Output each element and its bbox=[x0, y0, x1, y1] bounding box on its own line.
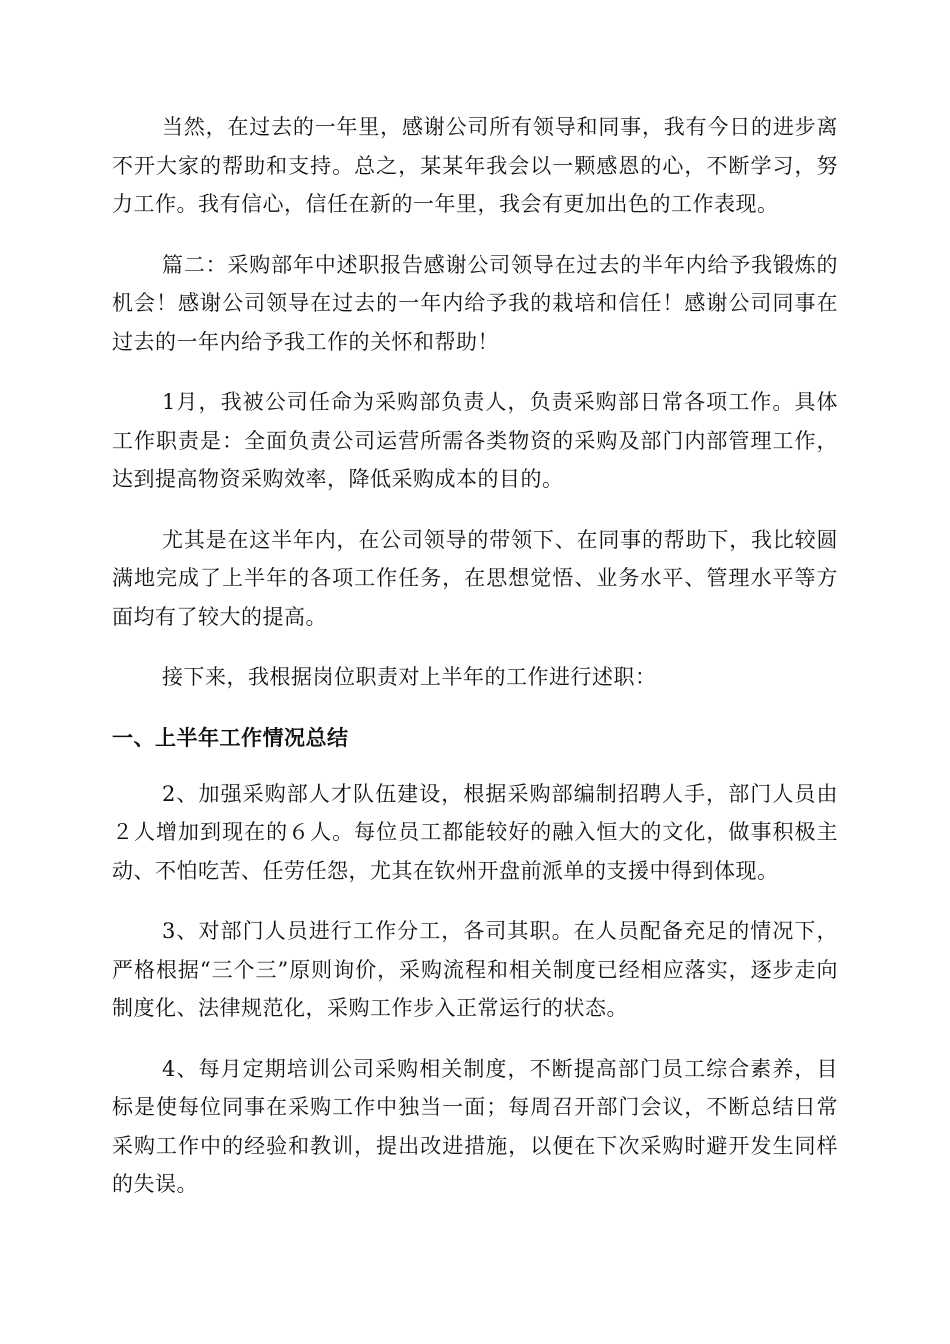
paragraph-article-two-intro: 篇二：采购部年中述职报告感谢公司领导在过去的半年内给予我锻炼的机会！感谢公司领导在过去的一年内给予我的栽培和信任！感谢公司同事在过去的一年内给予我工作的关怀和帮助！ bbox=[112, 252, 838, 354]
paragraph-report-intro: 接下来，我根据岗位职责对上半年的工作进行述职： bbox=[162, 665, 657, 689]
paragraph-item-4: 4、每月定期培训公司采购相关制度，不断提高部门员工综合素养，目标是使每位同事在采购工作中独当一面；每周召开部门会议，不断总结日常采购工作中的经验和教训，提出改进措施，以便在下次采购时避开发生同样的失误。 bbox=[112, 1056, 838, 1196]
document-page bbox=[112, 108, 838, 1226]
paragraph-half-year-achievements: 尤其是在这半年内，在公司领导的带领下、在同事的帮助下，我比较圆满地完成了上半年的各项工作任务，在思想觉悟、业务水平、管理水平等方面均有了较大的提高。 bbox=[112, 527, 838, 629]
paragraph-item-2: 2、加强采购部人才队伍建设，根据采购部编制招聘人手，部门人员由２人增加到现在的６人。每位员工都能较好的融入恒大的文化，做事积极主动、不怕吃苦、任劳任怨，尤其在钦州开盘前派单的支援中得到体现。 bbox=[112, 781, 838, 883]
section-heading: 一、上半年工作情况总结 bbox=[112, 725, 349, 750]
paragraph-item-3: 3、对部门人员进行工作分工，各司其职。在人员配备充足的情况下，严格根据“三个三”原则询价，采购流程和相关制度已经相应落实，逐步走向制度化、法律规范化，采购工作步入正常运行的状态。 bbox=[112, 919, 838, 1020]
paragraph-appointment: 1月，我被公司任命为采购部负责人，负责采购部日常各项工作。具体工作职责是：全面负责公司运营所需各类物资的采购及部门内部管理工作，达到提高物资采购效率，降低采购成本的目的。 bbox=[112, 390, 838, 491]
paragraph-gratitude: 当然，在过去的一年里，感谢公司所有领导和同事，我有今日的进步离不开大家的帮助和支持。总之，某某年我会以一颗感恩的心，不断学习，努力工作。我有信心，信任在新的一年里，我会有更加出色的工作表现。 bbox=[112, 115, 838, 216]
